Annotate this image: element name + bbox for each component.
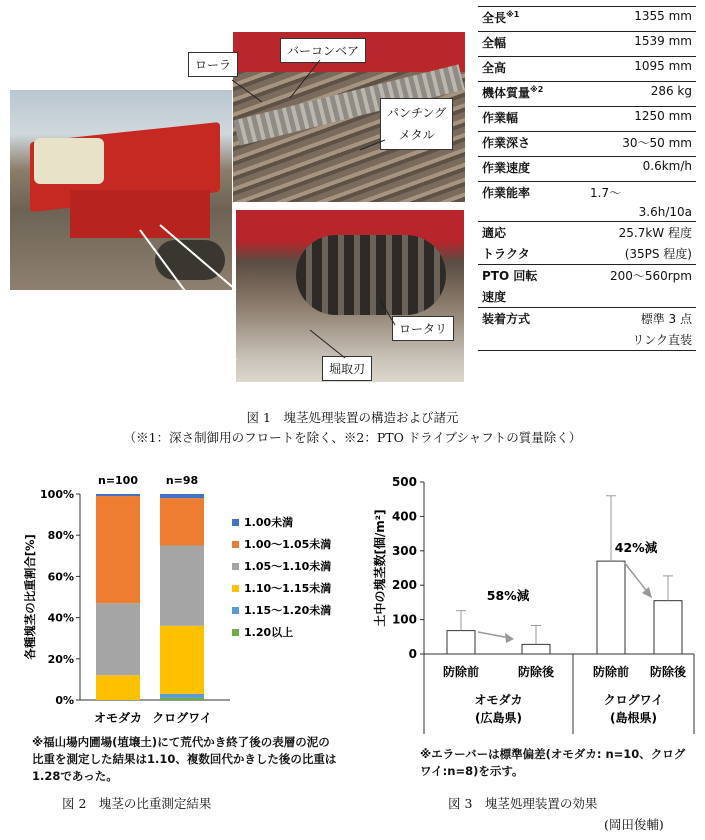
group-label: オモダカ [474,693,523,707]
legend-swatch [232,585,239,592]
bar-segment [96,496,140,603]
spec-value: 286 kg [566,82,696,107]
spec-row [478,32,696,57]
bar-segment [160,694,204,698]
spec-key: 作業深さ [478,132,566,157]
spec-key: 作業幅 [478,107,566,132]
bar-conveyor-label: バーコンベア [280,38,366,63]
legend-swatch [232,607,239,614]
figure2-note: ※福山場内圃場(埴壌土)にて荒代かき終了後の表層の泥の比重を測定した結果は1.10、複数回代かきした後の比重は1.28であった。 [32,735,337,783]
spec-key: 作業速度 [478,157,566,182]
category-label: クログワイ [152,711,212,725]
y-tick-label: 60% [47,570,74,584]
y-tick-label: 40% [47,611,74,625]
category-label: 防除前 [442,665,480,679]
legend-label: 1.15～1.20未満 [244,604,332,617]
legend-swatch [232,629,239,636]
group-sublabel: (島根県) [610,711,657,725]
bar-segment [96,603,140,675]
group-label: クログワイ [603,693,664,707]
spec-value: 0.6km/h [566,157,696,182]
y-tick-label: 100% [40,488,74,501]
y-tick-label: 80% [47,529,74,543]
spec-key: 作業能率 [478,182,566,222]
figure2-chart [18,462,358,734]
spec-row [478,265,696,308]
arrow-head [505,633,514,643]
spec-row [478,308,696,351]
bar-segment [96,675,140,700]
roller-label: ローラ [188,52,238,77]
n-label: n=98 [165,474,199,487]
y-tick-label: 0% [55,694,74,707]
group-sublabel: (広島県) [475,711,522,725]
spec-key: 装着方式 [478,308,566,351]
spec-key: 全幅 [478,32,566,57]
legend-label: 1.00未満 [244,516,294,529]
spec-value: 1539 mm [566,32,696,57]
legend-swatch [232,541,239,548]
spec-key: PTO 回転 速度 [478,265,566,308]
spec-row [478,82,696,107]
y-tick-label: 400 [391,509,417,524]
bar-segment [160,546,204,626]
spec-row [478,57,696,82]
figure1-caption-note: （※1：深さ制御用のフロートを除く、※2：PTO ドライブシャフトの質量除く） [123,430,582,445]
figure2-caption: 図 2 塊茎の比重測定結果 [62,796,212,811]
bar [447,631,475,654]
figure3-note: ※エラーバーは標準偏差(オモダカ: n=10、クログワイ:n=8)を示す。 [420,747,686,778]
spec-table [478,6,696,351]
category-label: 防除後 [649,665,687,679]
spec-row [478,7,696,32]
spec-row [478,107,696,132]
author: (岡田俊輔) [604,817,664,832]
figure3-chart [368,462,698,740]
legend-label: 1.05～1.10未満 [244,560,332,573]
spec-value: 1355 mm [566,7,696,32]
digging-blade-label: 堀取刃 [322,356,372,381]
y-tick-label: 500 [391,475,417,489]
legend-swatch [232,519,239,526]
y-tick-label: 0 [408,647,417,661]
spec-row [478,182,696,222]
legend-label: 1.20以上 [244,626,294,639]
figure3-caption: 図 3 塊茎処理装置の効果 [448,796,598,811]
spec-key: 機体質量$^{※2}$ [478,82,566,107]
bar-segment [160,698,204,700]
spec-key: 全高 [478,57,566,82]
punching-metal-label: パンチング メタル [380,98,453,150]
annotation: 58%減 [486,588,530,603]
spec-value: 1250 mm [566,107,696,132]
spec-row [478,132,696,157]
spec-key: 全長$^{※1}$ [478,7,566,32]
y-tick-label: 100 [391,612,417,627]
y-tick-label: 20% [47,652,74,666]
rotary-label: ロータリ [392,316,454,341]
y-tick-label: 200 [391,578,417,593]
spec-row [478,222,696,265]
bar-segment [160,494,204,498]
spec-value: 30～50 mm [566,132,696,157]
y-axis-label: 各種塊茎の比重割合[%] [23,534,37,660]
spec-value: 1095 mm [566,57,696,82]
bar-segment [96,494,140,496]
legend-label: 1.10～1.15未満 [244,582,332,595]
legend-swatch [232,563,239,570]
y-tick-label: 300 [391,543,417,558]
category-label: 防除前 [592,665,630,679]
spec-value: 1.7～ 3.6h/10a [566,182,696,222]
figure1-caption: 図 1 塊茎処理装置の構造および諸元 [246,410,459,425]
spec-value: 200～560rpm [566,265,696,308]
spec-value: 25.7kW 程度 (35PS 程度) [566,222,696,265]
n-label: n=100 [97,474,139,487]
bar [597,561,625,654]
bar [654,601,682,654]
spec-key: 適応 トラクタ [478,222,566,265]
category-label: オモダカ [93,711,143,725]
arrow-line [624,562,649,594]
legend-label: 1.00～1.05未満 [244,538,332,551]
bar [522,644,550,654]
arrow-head [642,587,652,598]
spec-value: 標準 3 点 リンク直装 [566,308,696,351]
category-label: 防除後 [517,665,555,679]
bar-segment [160,626,204,694]
bar-segment [160,498,204,545]
annotation: 42%減 [614,540,658,555]
spec-row [478,157,696,182]
y-axis-label: 土中の塊茎数[個/m²] [373,509,387,627]
